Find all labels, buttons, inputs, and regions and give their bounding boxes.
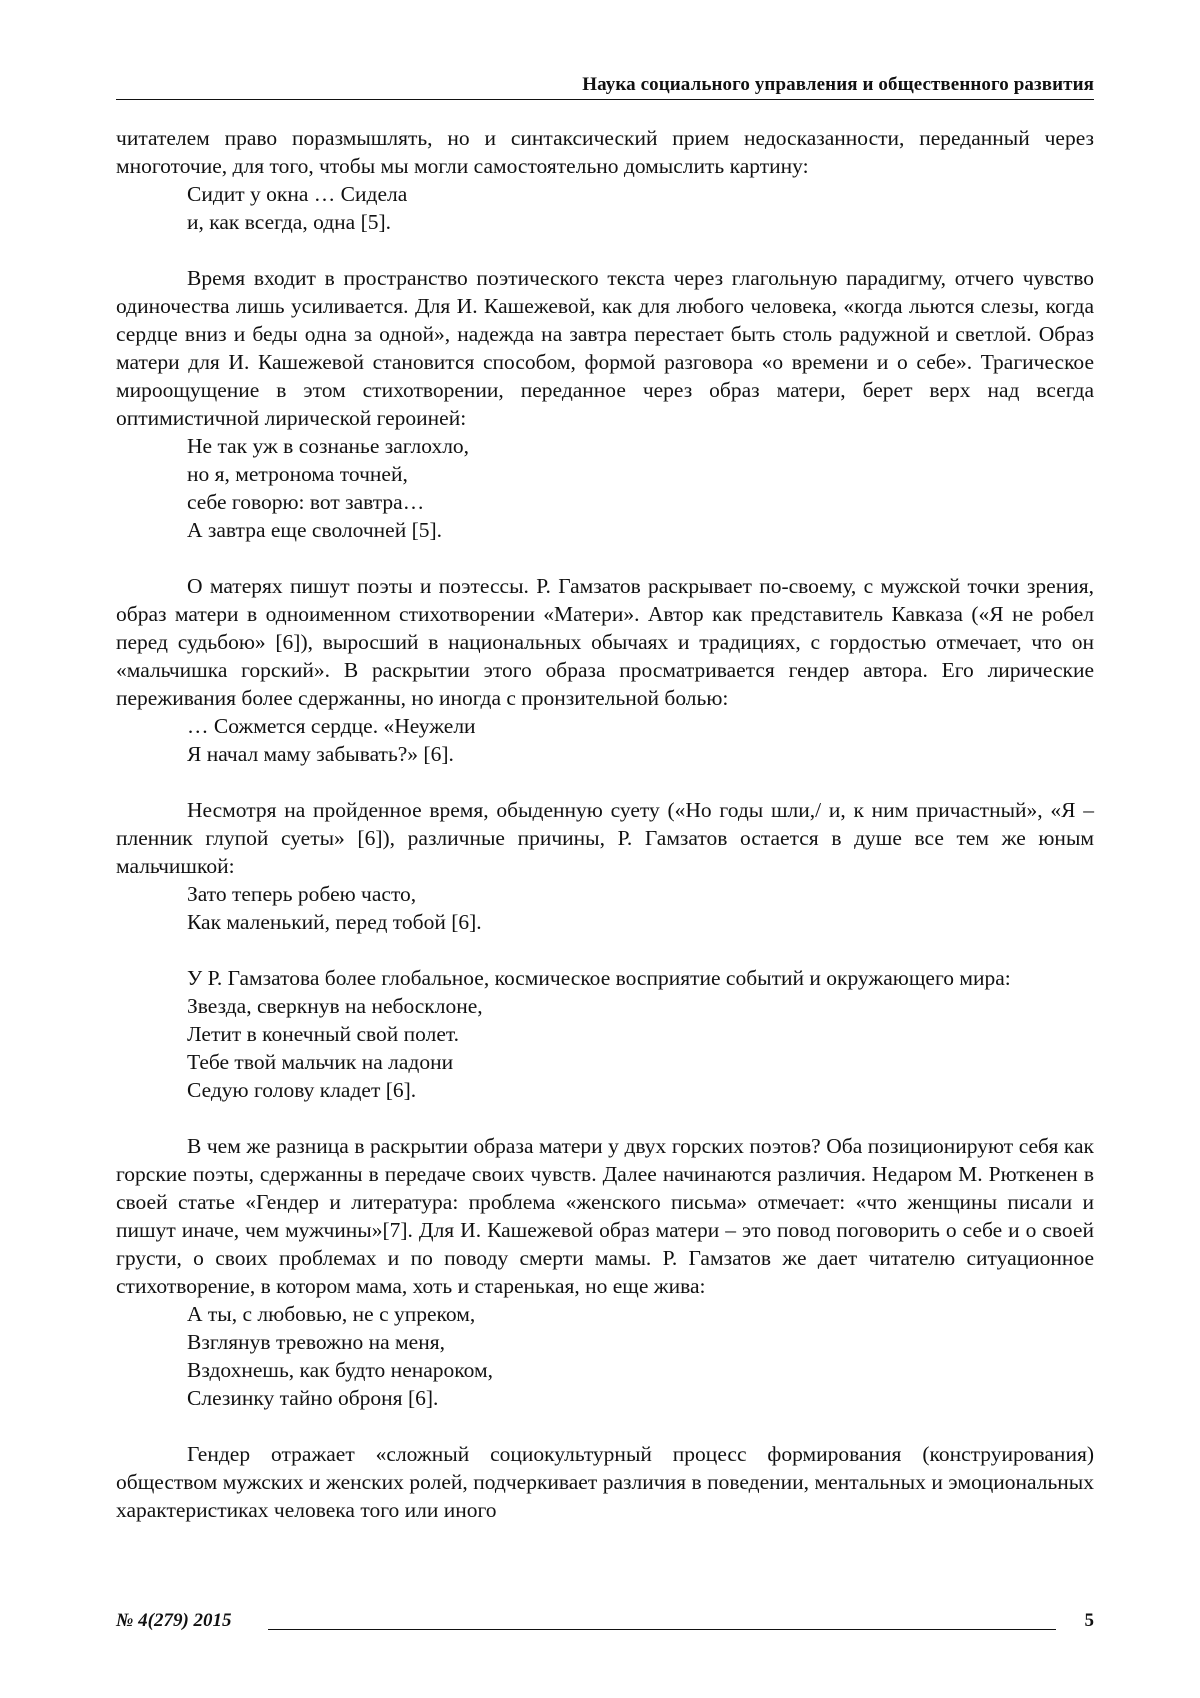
verse-line: Как маленький, перед тобой [6]. [187,910,482,934]
header-rule [116,99,1094,100]
verse-line: Я начал маму забывать?» [6]. [187,742,454,766]
paragraph: У Р. Гамзатова более глобальное, космическое восприятие событий и окружающего мира: [187,966,1011,990]
verse-line: Седую голову кладет [6]. [187,1078,417,1102]
verse-line: Зато теперь робею часто, [187,882,417,906]
running-header [116,70,1094,100]
verse-line: А ты, с любовью, не с упреком, [187,1302,476,1326]
verse-quote [187,1300,1094,1412]
article-body [116,124,1094,1524]
verse-line: А завтра еще сволочней [5]. [187,518,443,542]
verse-line: Слезинку тайно оброня [6]. [187,1386,439,1410]
verse-line: … Сожмется сердце. «Неужели [187,714,476,738]
verse-quote [187,432,1094,544]
paragraph: В чем же разница в раскрытии образа матери у двух горских поэтов? Оба позиционируют себя как горские поэты, сдержанны в передаче своих чувств. Далее начинаются различия. Недаром М. Рюткенен в своей статье «Гендер и литература: проблема «женского письма» отмечает: «что женщины писали и пишут иначе, чем мужчины»[7]. Для И. Кашежевой образ матери – это повод поговорить о себе и о своей грусти, о своих проблемах и по поводу смерти мамы. Р. Гамзатов же дает читателю ситуационное стихотворение, в котором мама, хоть и старенькая, но еще жива: [116,1134,1094,1298]
verse-quote [187,180,1094,236]
verse-line: Сидит у окна … Сидела [187,182,408,206]
paragraph: О матерях пишут поэты и поэтессы. Р. Гамзатов раскрывает по-своему, с мужской точки зрения, образ матери в одноименном стихотворении «Матери». Автор как представитель Кавказа («Я не робел перед судьбою» [6]), выросший в национальных обычаях и традициях, с гордостью отмечает, что он «мальчишка горский». В раскрытии этого образа просматривается гендер автора. Его лирические переживания более сдержанны, но иногда с пронзительной болью: [116,574,1094,710]
verse-quote [187,880,1094,936]
verse-line: себе говорю: вот завтра… [187,490,425,514]
paragraph: читателем право поразмышлять, но и синтаксический прием недосказанности, переданный через многоточие, для того, чтобы мы могли самостоятельно домыслить картину: [116,126,1094,178]
verse-line: Звезда, сверкнув на небосклоне, [187,994,483,1018]
page-number: 5 [1084,1610,1094,1631]
verse-line: Тебе твой мальчик на ладони [187,1050,454,1074]
running-footer [116,1610,1094,1640]
journal-title: Наука социального управления и общественного развития [582,74,1094,95]
verse-line: но я, метронома точней, [187,462,408,486]
paragraph: Несмотря на пройденное время, обыденную суету («Но годы шли,/ и, к ним причастный», «Я – пленник глупой суеты» [6]), различные причины, Р. Гамзатов остается в душе все тем же юным мальчишкой: [116,798,1094,878]
paragraph: Гендер отражает «сложный социокультурный процесс формирования (конструирования) обществом мужских и женских ролей, подчеркивает различия в поведении, ментальных и эмоциональных характеристиках человека того или иного [116,1442,1094,1522]
verse-line: Не так уж в сознанье заглохло, [187,434,470,458]
verse-line: Взглянув тревожно на меня, [187,1330,445,1354]
verse-quote [187,992,1094,1104]
issue-number: № 4(279) 2015 [116,1610,232,1631]
verse-line: Вздохнешь, как будто ненароком, [187,1358,493,1382]
footer-rule [268,1629,1056,1630]
verse-line: Летит в конечный свой полет. [187,1022,460,1046]
verse-quote [187,712,1094,768]
paragraph: Время входит в пространство поэтического текста через глагольную парадигму, отчего чувство одиночества лишь усиливается. Для И. Кашежевой, как для любого человека, «когда льются слезы, когда сердце вниз и беды одна за одной», надежда на завтра перестает быть столь радужной и светлой. Образ матери для И. Кашежевой становится способом, формой разговора «о времени и о себе». Трагическое мироощущение в этом стихотворении, переданное через образ матери, берет верх над всегда оптимистичной лирической героиней: [116,266,1094,430]
verse-line: и, как всегда, одна [5]. [187,210,392,234]
